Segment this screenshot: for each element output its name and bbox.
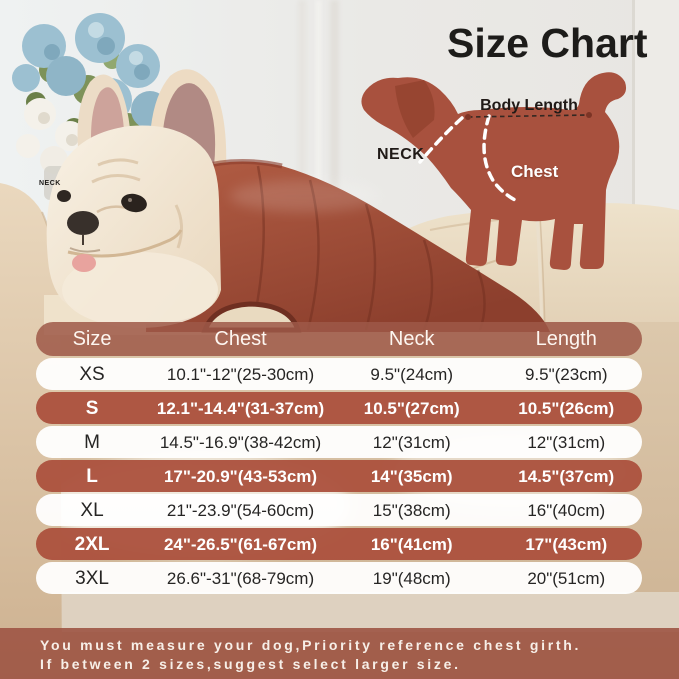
cell-size: S bbox=[85, 397, 99, 419]
cell-neck: 19"(48cm) bbox=[372, 568, 451, 588]
footnote-line-1: You must measure your dog,Priority reference chest girth. bbox=[40, 637, 582, 653]
cell-length: 12"(31cm) bbox=[527, 432, 606, 452]
table-row-l bbox=[36, 460, 642, 492]
diagram-neck-label: NECK bbox=[377, 146, 425, 163]
footnote-line-2: If between 2 sizes,suggest select larger size. bbox=[40, 656, 461, 672]
cell-neck: 14"(35cm) bbox=[370, 466, 453, 486]
header-cell-chest: Chest bbox=[214, 328, 267, 350]
cell-length: 10.5"(26cm) bbox=[518, 398, 615, 418]
table-row-xl bbox=[36, 494, 642, 526]
table-row-s bbox=[36, 392, 642, 424]
cell-length: 14.5"(37cm) bbox=[518, 466, 615, 486]
table-row-3xl bbox=[36, 562, 642, 594]
cell-chest: 12.1"-14.4"(31-37cm) bbox=[156, 398, 325, 418]
cell-chest: 21"-23.9"(54-60cm) bbox=[166, 500, 315, 520]
cell-length: 16"(40cm) bbox=[527, 500, 606, 520]
cell-chest: 24"-26.5"(61-67cm) bbox=[163, 534, 318, 554]
cell-length: 9.5"(23cm) bbox=[524, 364, 608, 384]
header-cell-length: Length bbox=[535, 328, 597, 350]
cell-neck: 12"(31cm) bbox=[372, 432, 451, 452]
cell-size: M bbox=[84, 431, 100, 453]
cell-size: XL bbox=[80, 499, 104, 521]
table-row-xs bbox=[36, 358, 642, 390]
table-row-2xl bbox=[36, 528, 642, 560]
cell-chest: 10.1"-12"(25-30cm) bbox=[166, 364, 315, 384]
cell-chest: 17"-20.9"(43-53cm) bbox=[163, 466, 318, 486]
diagram-chest-label: Chest bbox=[511, 162, 559, 181]
footnote-banner bbox=[0, 628, 679, 679]
cell-neck: 9.5"(24cm) bbox=[370, 364, 453, 384]
cell-size: XS bbox=[79, 363, 105, 385]
cell-chest: 14.5"-16.9"(38-42cm) bbox=[159, 432, 322, 452]
size-table bbox=[36, 322, 642, 596]
header-cell-size: Size bbox=[72, 328, 112, 350]
photo-neck-label: NECK bbox=[39, 180, 61, 187]
cell-neck: 10.5"(27cm) bbox=[363, 398, 460, 418]
cell-neck: 15"(38cm) bbox=[372, 500, 451, 520]
cell-size: 2XL bbox=[74, 533, 110, 555]
dog-left-eye bbox=[57, 190, 71, 202]
cell-length: 17"(43cm) bbox=[525, 534, 608, 554]
dog-tongue bbox=[72, 254, 96, 272]
page-title: Size Chart bbox=[447, 20, 648, 66]
table-row-m bbox=[36, 426, 642, 458]
dog-nose bbox=[67, 211, 99, 235]
table-header-row bbox=[36, 322, 642, 356]
cell-neck: 16"(41cm) bbox=[370, 534, 453, 554]
cell-length: 20"(51cm) bbox=[527, 568, 606, 588]
diagram-body-length-label: Body Length bbox=[480, 97, 578, 114]
cell-size: L bbox=[86, 465, 98, 487]
header-cell-neck: Neck bbox=[388, 328, 435, 350]
cell-chest: 26.6"-31"(68-79cm) bbox=[166, 568, 315, 588]
cell-size: 3XL bbox=[75, 567, 109, 589]
